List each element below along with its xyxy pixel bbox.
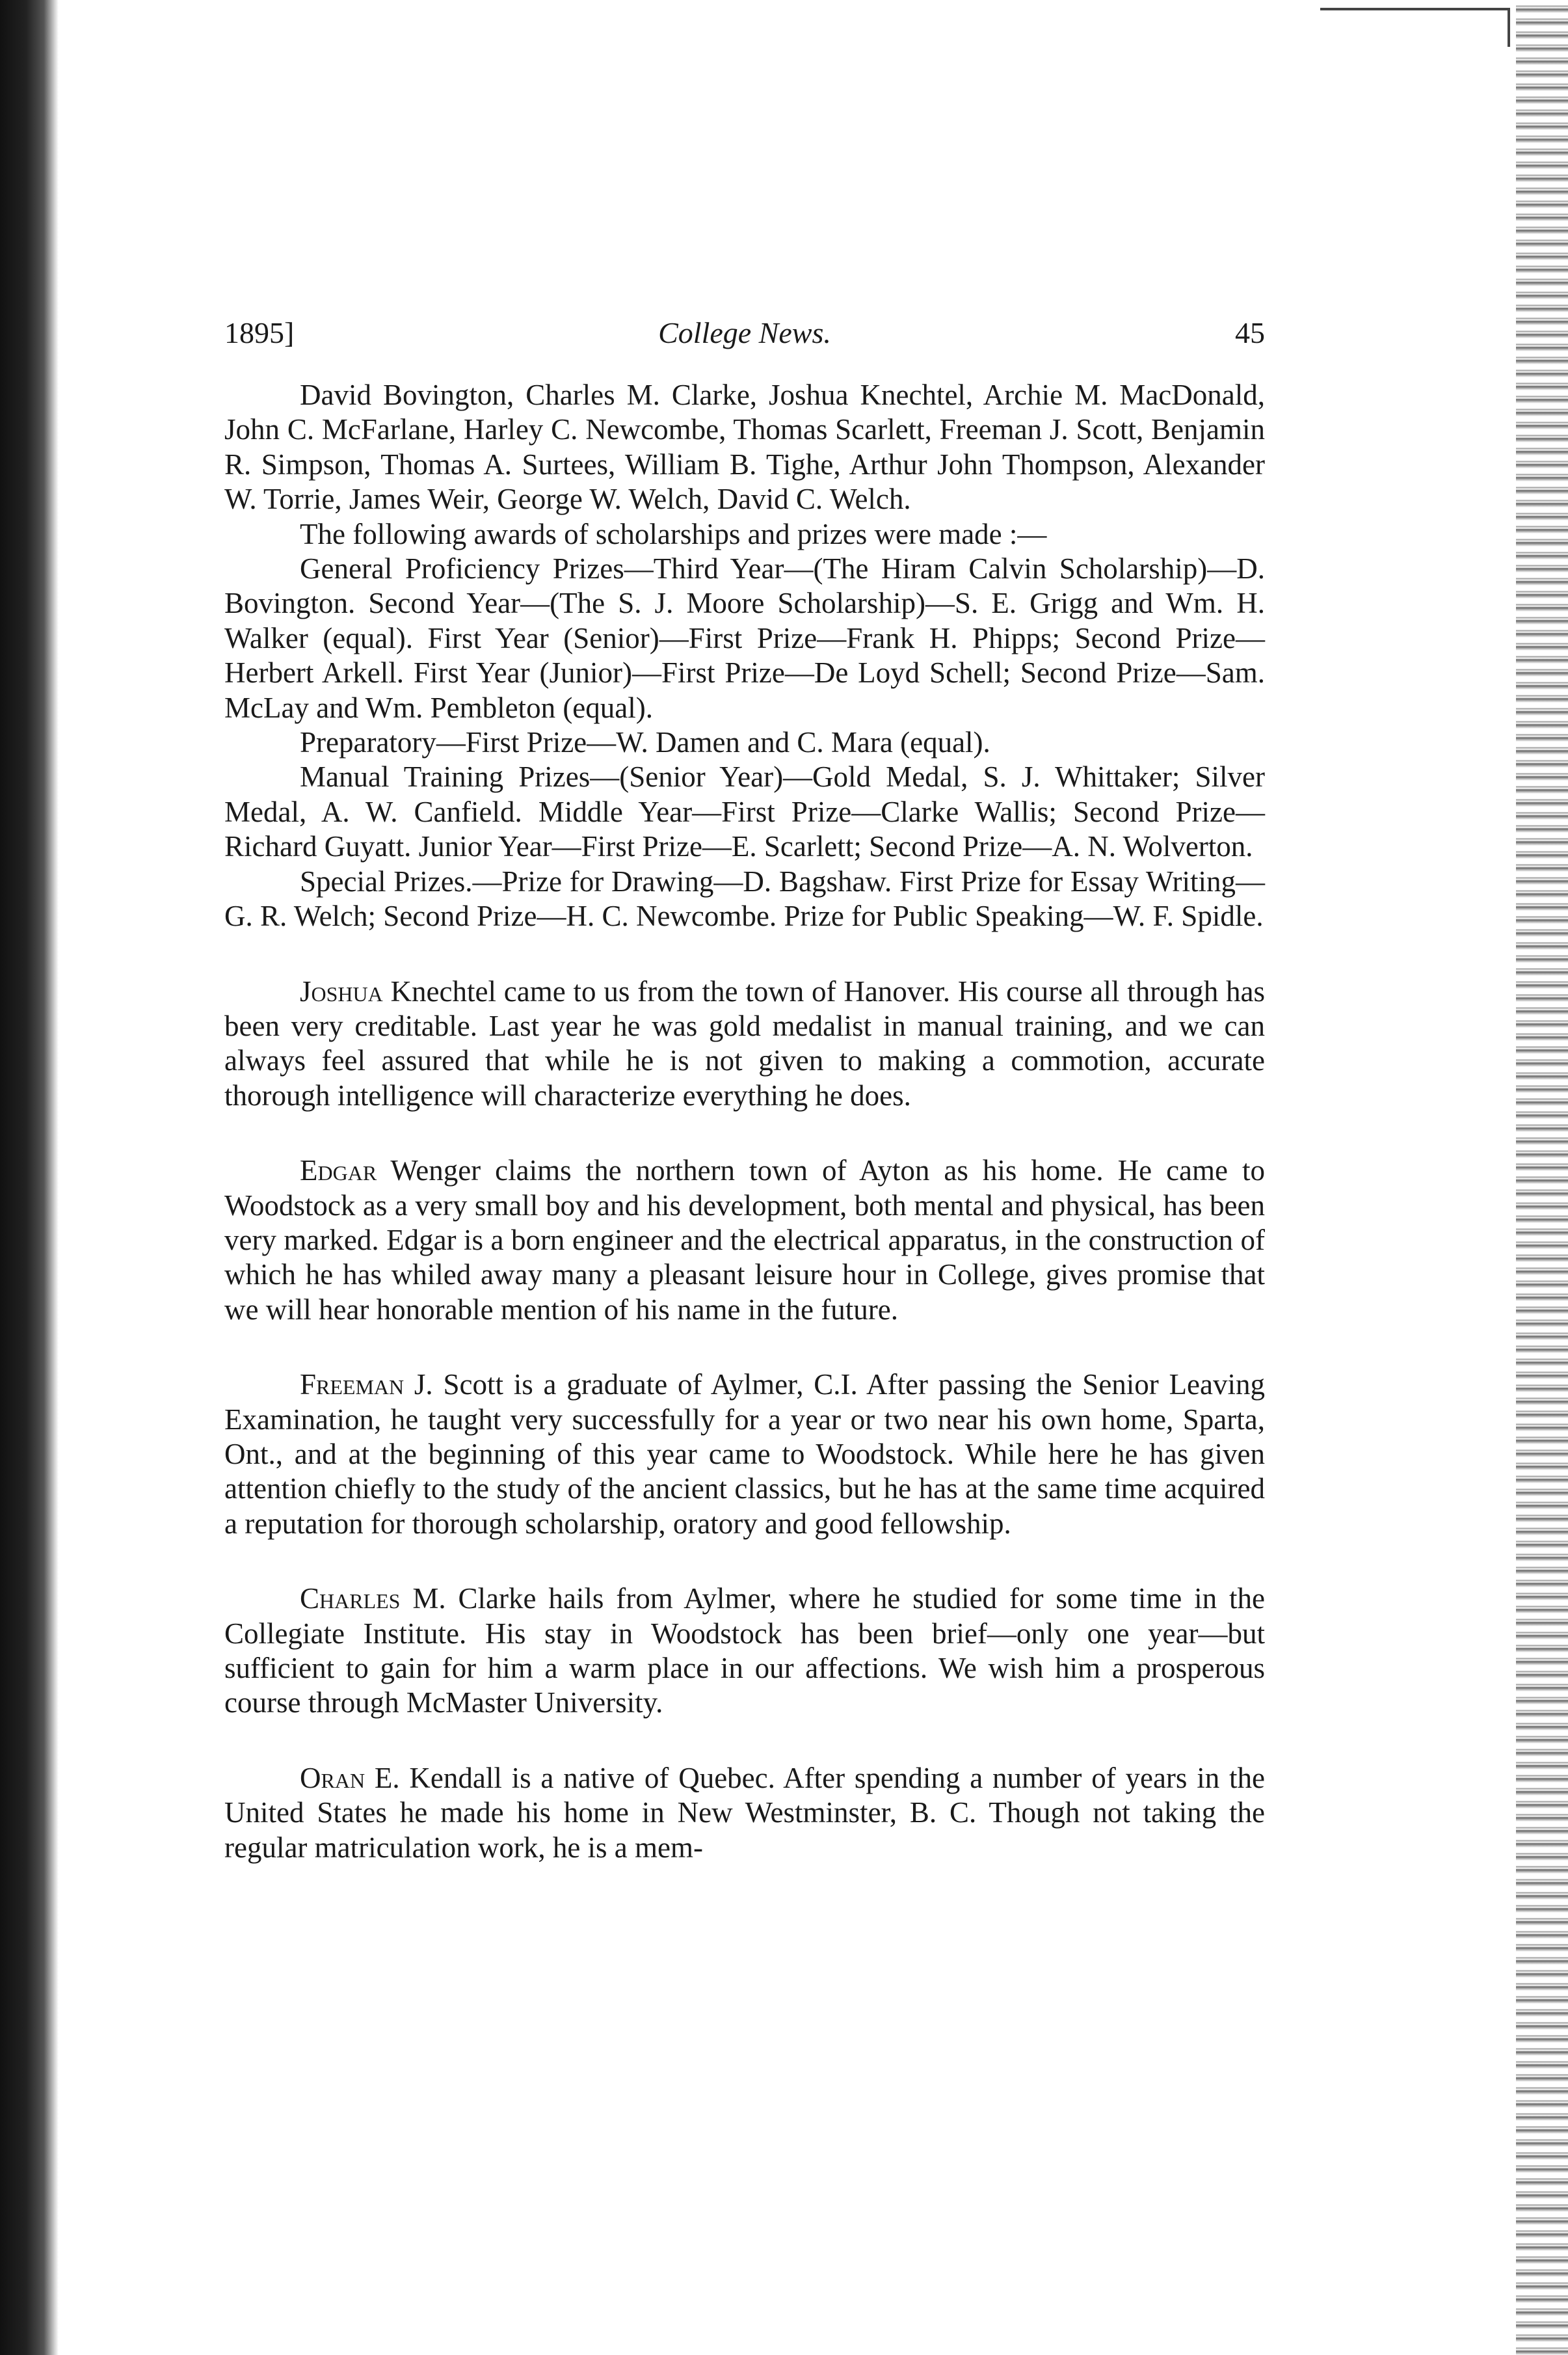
freeman-paragraph: Freeman J. Scott is a graduate of Aylmer, C.I. After passing the Senior Leaving Examination, he taught very successfully for a year or two near his own home, Sparta, Ont., and at the beginning of this year came to Woodstock. While here he has given attention chiefly to the study of the ancient classics, but he has at the same time acquired a reputation for thorough scholarship, oratory and good fellowship. bbox=[224, 1368, 1265, 1540]
scan-top-rule bbox=[1320, 8, 1509, 10]
awards-intro-paragraph: The following awards of scholarships and prizes were made :— bbox=[300, 517, 1047, 550]
general-proficiency-paragraph: General Proficiency Prizes—Third Year—(The Hiram Calvin Scholarship)—D. Bovington. Second Year—(The S. J. Moore Scholarship)—S. E. Grigg and Wm. H. Walker (equal). First Year (Senior)—First Prize—Frank H. Phipps; Second Prize—Herbert Arkell. First Year (Junior)—First Prize—De Loyd Schell; Second Prize—Sam. McLay and Wm. Pembleton (equal). bbox=[224, 552, 1265, 724]
charles-paragraph: Charles M. Clarke hails from Aylmer, where he studied for some time in the Collegiate Institute. His stay in Woodstock has been brief—only one year—but sufficient to gain for him a warm place in our affections. We wish him a prosperous course through McMaster University. bbox=[224, 1582, 1265, 1719]
page bbox=[224, 316, 1265, 1865]
scan-edge-left bbox=[0, 0, 59, 2355]
scan-edge-right bbox=[1516, 0, 1568, 2355]
edgar-paragraph: Edgar Wenger claims the northern town of Ayton as his home. He came to Woodstock as a very small boy and his development, both mental and physical, has been very marked. Edgar is a born engineer and the electrical apparatus, in the construction of which he has whiled away many a pleasant leisure hour in College, gives promise that we will hear honorable mention of his name in the future. bbox=[224, 1154, 1265, 1326]
body-text bbox=[224, 378, 1265, 1865]
scan-top-rule-tick bbox=[1508, 8, 1510, 47]
preparatory-paragraph: Preparatory—First Prize—W. Damen and C. Mara (equal). bbox=[300, 726, 990, 759]
special-prizes-paragraph: Special Prizes.—Prize for Drawing—D. Bagshaw. First Prize for Essay Writing—G. R. Welch; Second Prize—H. C. Newcombe. Prize for Public Speaking—W. F. Spidle. bbox=[224, 865, 1265, 933]
header-title: College News. bbox=[658, 316, 831, 349]
graduate-list-paragraph: David Bovington, Charles M. Clarke, Joshua Knechtel, Archie M. MacDonald, John C. McFarlane, Harley C. Newcombe, Thomas Scarlett, Freeman J. Scott, Benjamin R. Simpson, Thomas A. Surtees, William B. Tighe, Arthur John Thompson, Alexander W. Torrie, James Weir, George W. Welch, David C. Welch. bbox=[224, 379, 1265, 516]
running-head bbox=[224, 316, 1265, 361]
header-year: 1895] bbox=[224, 316, 295, 349]
oran-paragraph: Oran E. Kendall is a native of Quebec. After spending a number of years in the United States he made his home in New Westminster, B. C. Though not taking the regular matriculation work, he is a mem- bbox=[224, 1761, 1265, 1864]
manual-training-paragraph: Manual Training Prizes—(Senior Year)—Gold Medal, S. J. Whittaker; Silver Medal, A. W. Canfield. Middle Year—First Prize—Clarke Wallis; Second Prize—Richard Guyatt. Junior Year—First Prize—E. Scarlett; Second Prize—A. N. Wolverton. bbox=[224, 760, 1265, 863]
joshua-paragraph: Joshua Knechtel came to us from the town of Hanover. His course all through has been very creditable. Last year he was gold medalist in manual training, and we can always feel assured that while he is not given to making a commotion, accurate thorough intelligence will characterize everything he does. bbox=[224, 975, 1265, 1112]
page-number: 45 bbox=[1235, 316, 1265, 349]
